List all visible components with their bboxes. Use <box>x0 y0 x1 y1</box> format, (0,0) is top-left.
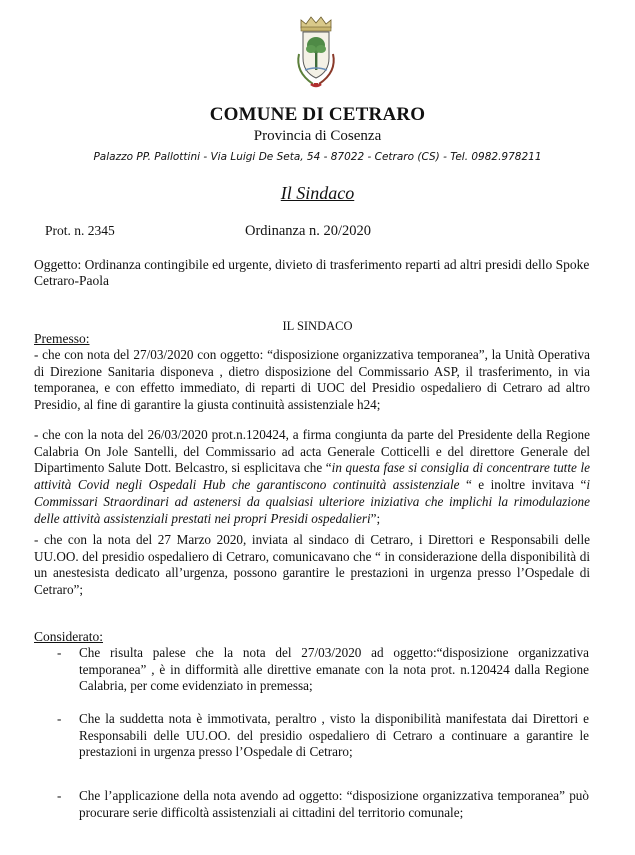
address-line: Palazzo PP. Pallottini - Via Luigi De Seta, 54 - 87022 - Cetraro (CS) - Tel. 0982.978211 <box>93 151 542 163</box>
premesso-paragraph-2-quote-1: in questa fase si consiglia di concentrare tutte le attività Covid negli Ospedali Hub che garantiscono continuità assistenziale <box>34 460 590 493</box>
province-subtitle: Provincia di Cosenza <box>253 128 382 144</box>
premesso-label: Premesso: <box>34 331 90 346</box>
premesso-paragraph-2-text-c: “ e inoltre invitava “ <box>459 477 587 493</box>
subject-line: Oggetto: Ordinanza contingibile ed urgente, divieto di trasferimento reparti ad altri presidi dello Spoke Cetraro-Paola <box>34 257 590 288</box>
office-heading: Il Sindaco <box>280 183 355 203</box>
protocol-number: Prot. n. 2345 <box>45 223 115 238</box>
premesso-paragraph-2 <box>34 427 590 527</box>
municipality-title: COMUNE DI CETRARO <box>209 104 426 125</box>
considerato-item-1: Che risulta palese che la nota del 27/03/2020 ad oggetto:“disposizione organizzativa temporanea” , è in difformità alle direttive emanate con la nota prot. n.120424 dalla Regione Calabria, per come evidenziato in premessa; <box>79 645 589 694</box>
premesso-paragraph-2-text-a: - che con la nota del 26/03/2020 prot.n.120424, a firma congiunta da parte del Presidente della Regione Calabria On Jole Santelli, del Commissario ad acta Generale Cotticelli e del direttore Generale del Dipartimento Salute Dott. Belcastro, si esplicitava che “ <box>34 427 590 476</box>
section-heading: IL SINDACO <box>282 319 353 333</box>
premesso-paragraph-3: - che con la nota del 27 Marzo 2020, inviata al sindaco di Cetraro, i Direttori e Responsabili delle UU.OO. del presidio ospedaliero di Cetraro, comunicavano che “ in considerazione della disponibilità di un anestesista dedicato all’urgenza, possono garantire le prestazioni in urgenza presso l’Ospedale di Cetraro”; <box>34 532 590 598</box>
considerato-bullet-2: - <box>57 711 62 726</box>
premesso-paragraph-1: - che con nota del 27/03/2020 con oggetto: “disposizione organizzativa temporanea”, la Unità Operativa di Direzione Sanitaria disponeva , dietro disposizione del Commissario ASP, il trasferimento, in via temporanea, e con effetto immediato, di reparti di UOC del Presidio ospedaliero di Cetraro ad altro Presidio, al fine di garantire la giusta continuità assistenziale h24; <box>34 347 590 413</box>
considerato-bullet-1: - <box>57 645 62 660</box>
coat-of-arms-icon <box>287 14 345 92</box>
premesso-paragraph-2-quote-2: i Commissari Straordinari ad astenersi da qualsiasi ulteriore iniziativa che implichi la rimodulazione delle attività assistenziali prestati nei propri Presidi ospedalieri <box>34 477 591 526</box>
considerato-label: Considerato: <box>34 629 103 644</box>
ordinance-number: Ordinanza n. 20/2020 <box>245 223 372 239</box>
considerato-item-3: Che l’applicazione della nota avendo ad oggetto: “disposizione organizzativa temporanea” può procurare serie difficoltà assistenziali ai cittadini del territorio comunale; <box>79 788 589 820</box>
considerato-item-2: Che la suddetta nota è immotivata, peraltro , visto la disponibilità manifestata dai Direttori e Responsabili delle UU.OO. del presidio ospedaliero di Cetraro a continuare a garantire le prestazioni in urgenza presso l’Ospedale di Cetraro; <box>79 711 589 760</box>
considerato-bullet-3: - <box>57 788 62 803</box>
premesso-paragraph-2-text-e: ”; <box>370 510 381 526</box>
